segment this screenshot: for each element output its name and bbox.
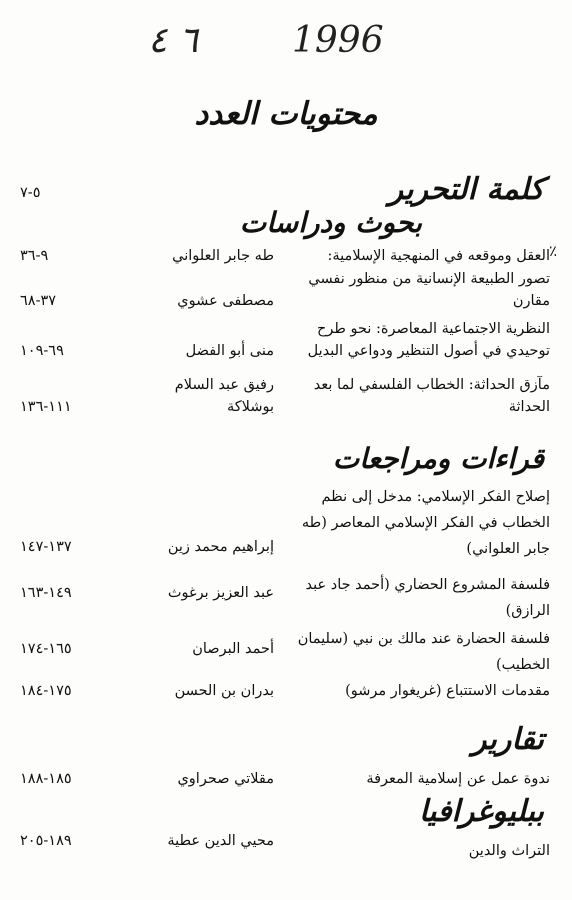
entry-title: التراث والدين	[468, 843, 550, 859]
section-heading-bibliography: ببليوغرافيا	[419, 794, 544, 829]
entry-pages: ١٣٧-١٤٧	[20, 539, 72, 555]
entry-title: فلسفة الحضارة عند مالك بن نبي (سليمان الخطيب)	[297, 631, 550, 673]
section-heading-editorial: كلمة التحرير	[388, 172, 544, 207]
entry-pages: ١١١-١٣٦	[20, 399, 72, 415]
section-heading-reviews: قراءات ومراجعات	[332, 442, 544, 475]
entry-pages: ٣٧-٦٨	[20, 293, 57, 309]
entry-author: منى أبو الفضل	[185, 343, 274, 359]
entry-title: النظرية الاجتماعية المعاصرة: نحو طرح توحيدي في أصول التنظير ودواعي البديل	[307, 321, 550, 359]
entry-author: مقلاتي صحراوي	[177, 771, 274, 787]
handwritten-issue-number: ٦ ٤	[148, 20, 199, 61]
handwritten-year: 1996	[292, 20, 384, 61]
section-heading-reports: تقارير	[471, 722, 544, 757]
entry-author: محيي الدين عطية	[167, 833, 274, 849]
entry-pages: ١٧٥-١٨٤	[20, 683, 72, 699]
entry-pages: ٦٩-١٠٩	[20, 343, 64, 359]
entry-author: إبراهيم محمد زين	[167, 539, 274, 555]
entry-title: مقدمات الاستتباع (غريغوار مرشو)	[345, 683, 550, 699]
entry-title: ندوة عمل عن إسلامية المعرفة	[366, 771, 550, 787]
entry-title: تصور الطبيعة الإنسانية من منظور نفسي مقارن	[308, 271, 550, 309]
entry-pages: ١٨٥-١٨٨	[20, 771, 72, 787]
entry-title: العقل وموقعه في المنهجية الإسلامية:	[327, 248, 550, 264]
entry-title: فلسفة المشروع الحضاري (أحمد جاد عبد الرازق)	[305, 577, 550, 619]
entry-title: إصلاح الفكر الإسلامي: مدخل إلى نظم الخطاب في الفكر الإسلامي المعاصر (طه جابر العلواني)	[301, 489, 550, 557]
page-title: محتويات العدد	[194, 96, 378, 132]
entry-author: بدران بن الحسن	[174, 683, 274, 699]
entry-pages: ١٤٩-١٦٣	[20, 585, 72, 601]
entry-pages: ١٨٩-٢٠٥	[20, 833, 72, 849]
entry-author: رفيق عبد السلام بوشلاكة	[174, 377, 274, 415]
entry-pages: ٩-٣٦	[20, 248, 49, 264]
entry-author: أحمد البرصان	[192, 641, 274, 657]
entry-author: مصطفى عشوي	[177, 293, 274, 309]
entry-author: طه جابر العلواني	[172, 248, 274, 264]
editorial-pages: ٥-٧	[20, 185, 41, 201]
entry-title: مآزق الحداثة: الخطاب الفلسفي لما بعد الحداثة	[313, 377, 550, 415]
entry-pages: ١٦٥-١٧٤	[20, 641, 72, 657]
section-heading-research: بحوث ودراسات	[239, 206, 422, 239]
entry-author: عبد العزيز برغوث	[167, 585, 274, 601]
margin-mark: ٪	[549, 242, 558, 260]
